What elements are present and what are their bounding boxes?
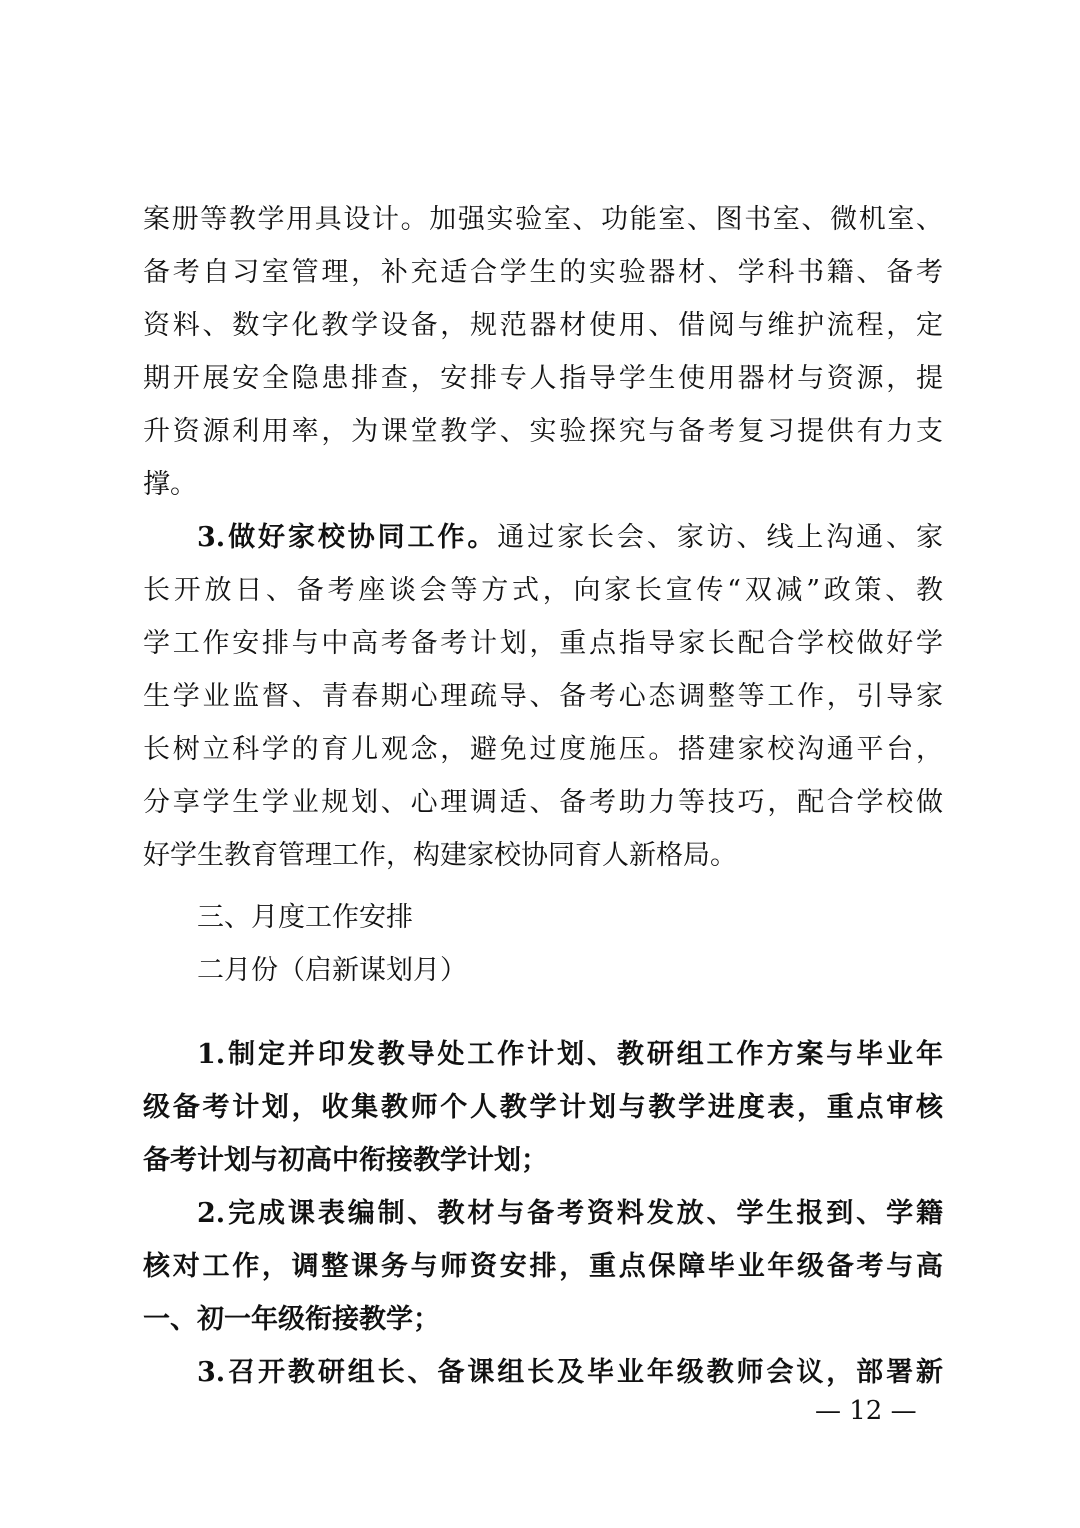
subsection-heading: 二月份（启新谋划月） (197, 955, 467, 986)
paragraph-home-school (143, 511, 943, 882)
text-line: 级备考计划，收集教师个人教学计划与教学进度表，重点审核 (143, 1092, 943, 1123)
text-line: 生学业监督、青春期心理疏导、备考心态调整等工作，引导家 (143, 681, 943, 712)
text-line: 升资源利用率，为课堂教学、实验探究与备考复习提供有力支 (143, 416, 943, 447)
text-run: 通过家长会、家访、线上沟通、家 (497, 522, 944, 553)
list-item (143, 1346, 943, 1399)
text-line: 长开放日、备考座谈会等方式，向家长宣传“双减”政策、教 (143, 575, 943, 606)
document-body (143, 193, 943, 1399)
text-line: 2.完成课表编制、教材与备考资料发放、学生报到、学籍 (197, 1198, 943, 1229)
text-line: 1.制定并印发教导处工作计划、教研组工作方案与毕业年 (197, 1039, 943, 1070)
text-line: 期开展安全隐患排查，安排专人指导学生使用器材与资源，提 (143, 363, 943, 394)
text-line: 好学生教育管理工作，构建家校协同育人新格局。 (143, 840, 737, 871)
text-line: 撑。 (143, 469, 197, 500)
list-item (143, 1028, 943, 1187)
text-line: 案册等教学用具设计。加强实验室、功能室、图书室、微机室、 (143, 204, 943, 235)
text-line: 资料、数字化教学设备，规范器材使用、借阅与维护流程，定 (143, 310, 943, 341)
text-line: 一、初一年级衔接教学； (143, 1304, 440, 1335)
text-line: 分享学生学业规划、心理调适、备考助力等技巧，配合学校做 (143, 787, 943, 818)
text-line: 长树立科学的育儿观念，避免过度施压。搭建家校沟通平台， (143, 734, 943, 765)
list-item (143, 1187, 943, 1346)
text-line (143, 511, 943, 564)
text-line: 备考计划与初高中衔接教学计划； (143, 1145, 548, 1176)
text-line: 备考自习室管理，补充适合学生的实验器材、学科书籍、备考 (143, 257, 943, 288)
paragraph-heading: 3.做好家校协同工作。 (197, 522, 498, 553)
section-heading: 三、月度工作安排 (197, 902, 413, 933)
text-line: 核对工作，调整课务与师资安排，重点保障毕业年级备考与高 (143, 1251, 943, 1282)
text-line: 3.召开教研组长、备课组长及毕业年级教师会议，部署新 (197, 1357, 943, 1388)
page-number: — 12 — (815, 1396, 917, 1426)
text-line: 学工作安排与中高考备考计划，重点指导家长配合学校做好学 (143, 628, 943, 659)
paragraph-facilities (143, 193, 943, 511)
